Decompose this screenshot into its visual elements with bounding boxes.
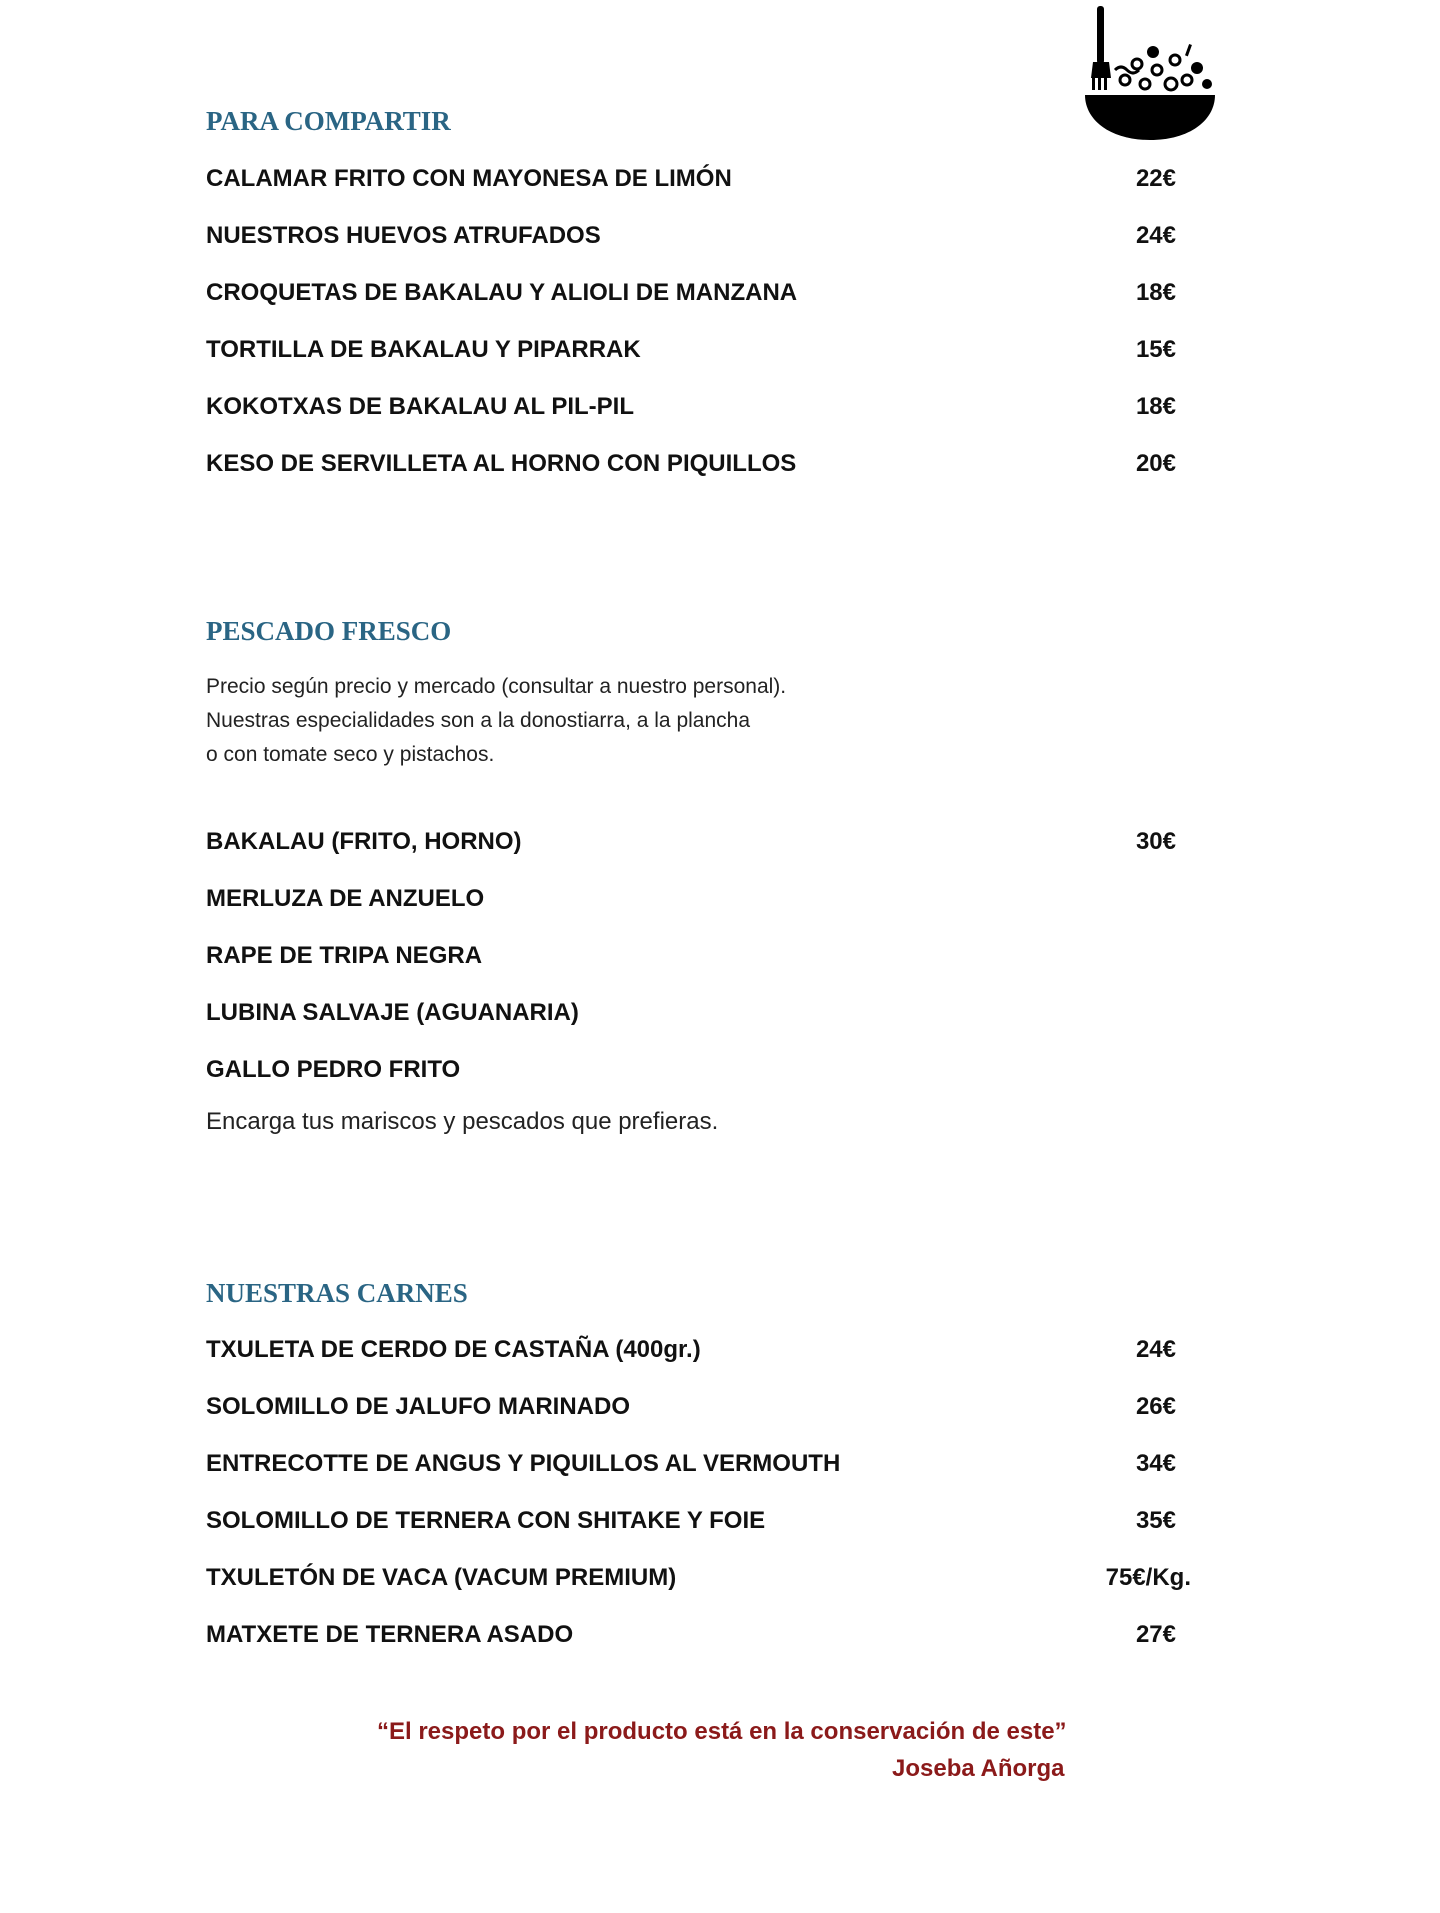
menu-item-price: 27€ [1135,1621,1176,1648]
menu-item [206,927,1191,984]
menu-item [206,378,1191,435]
menu-item-price: 30€ [1135,828,1176,855]
menu-item-name: ENTRECOTTE DE ANGUS Y PIQUILLOS AL VERMOUTH [206,1450,841,1477]
menu-item [206,1549,1191,1606]
menu-item-name: MERLUZA DE ANZUELO [206,885,485,912]
menu-item [206,150,1191,207]
menu-item-price: 75€/Kg. [1105,1564,1191,1591]
quote-author: Joseba Añorga [892,1755,1065,1782]
menu-list-pescado-fresco [206,813,1191,1098]
pescado-note-line: Precio según precio y mercado (consultar a nuestro personal). [206,675,787,698]
menu-item [206,435,1191,492]
menu-item-name: BAKALAU (FRITO, HORNO) [206,828,522,855]
menu-item [206,1378,1191,1435]
menu-item-name: NUESTROS HUEVOS ATRUFADOS [206,222,601,249]
menu-item-price: 18€ [1135,393,1176,420]
menu-list-para-compartir [206,150,1191,492]
menu-item-name: KOKOTXAS DE BAKALAU AL PIL-PIL [206,393,635,420]
order-note: Encarga tus mariscos y pescados que prefieras. [206,1108,719,1135]
menu-item-price: 18€ [1135,279,1176,306]
menu-item-name: SOLOMILLO DE TERNERA CON SHITAKE Y FOIE [206,1507,766,1534]
menu-item-price: 24€ [1135,222,1176,249]
menu-item-name: CROQUETAS DE BAKALAU Y ALIOLI DE MANZANA [206,279,798,306]
menu-item-price: 34€ [1135,1450,1176,1477]
menu-item-price: 24€ [1135,1336,1176,1363]
menu-item-name: CALAMAR FRITO CON MAYONESA DE LIMÓN [206,165,732,192]
quote-text: “El respeto por el producto está en la conservación de este” [377,1718,1067,1745]
menu-item [206,1492,1191,1549]
menu-item-price: 15€ [1135,336,1176,363]
menu-item [206,207,1191,264]
menu-item [206,264,1191,321]
menu-item-name: SOLOMILLO DE JALUFO MARINADO [206,1393,630,1420]
section-title-nuestras-carnes: NUESTRAS CARNES [206,1278,468,1308]
menu-item-price: 35€ [1135,1507,1176,1534]
pescado-note [206,670,786,772]
menu-item [206,984,1191,1041]
menu-item-name: MATXETE DE TERNERA ASADO [206,1621,574,1648]
pescado-note-line: o con tomate seco y pistachos. [206,743,495,766]
menu-item-price: 20€ [1135,450,1176,477]
menu-item-price: 22€ [1135,165,1176,192]
menu-item-name: TORTILLA DE BAKALAU Y PIPARRAK [206,336,641,363]
bowl-with-fork-icon [1075,0,1225,145]
pescado-note-line: Nuestras especialidades son a la donostiarra, a la plancha [206,709,751,732]
menu-item-name: TXULETA DE CERDO DE CASTAÑA (400gr.) [206,1336,701,1363]
menu-item-name: KESO DE SERVILLETA AL HORNO CON PIQUILLOS [206,450,797,477]
section-title-pescado-fresco: PESCADO FRESCO [206,616,452,646]
menu-item [206,1606,1191,1663]
menu-item [206,870,1191,927]
menu-list-nuestras-carnes [206,1321,1191,1663]
menu-item [206,1321,1191,1378]
menu-item-name: RAPE DE TRIPA NEGRA [206,942,483,969]
menu-item [206,1041,1191,1098]
menu-item-name: GALLO PEDRO FRITO [206,1056,461,1083]
menu-item [206,321,1191,378]
menu-item-price: 26€ [1135,1393,1176,1420]
section-title-para-compartir: PARA COMPARTIR [206,106,451,136]
menu-item-name: TXULETÓN DE VACA (VACUM PREMIUM) [206,1564,677,1591]
menu-item [206,813,1191,870]
menu-item [206,1435,1191,1492]
menu-item-name: LUBINA SALVAJE (AGUANARIA) [206,999,579,1026]
